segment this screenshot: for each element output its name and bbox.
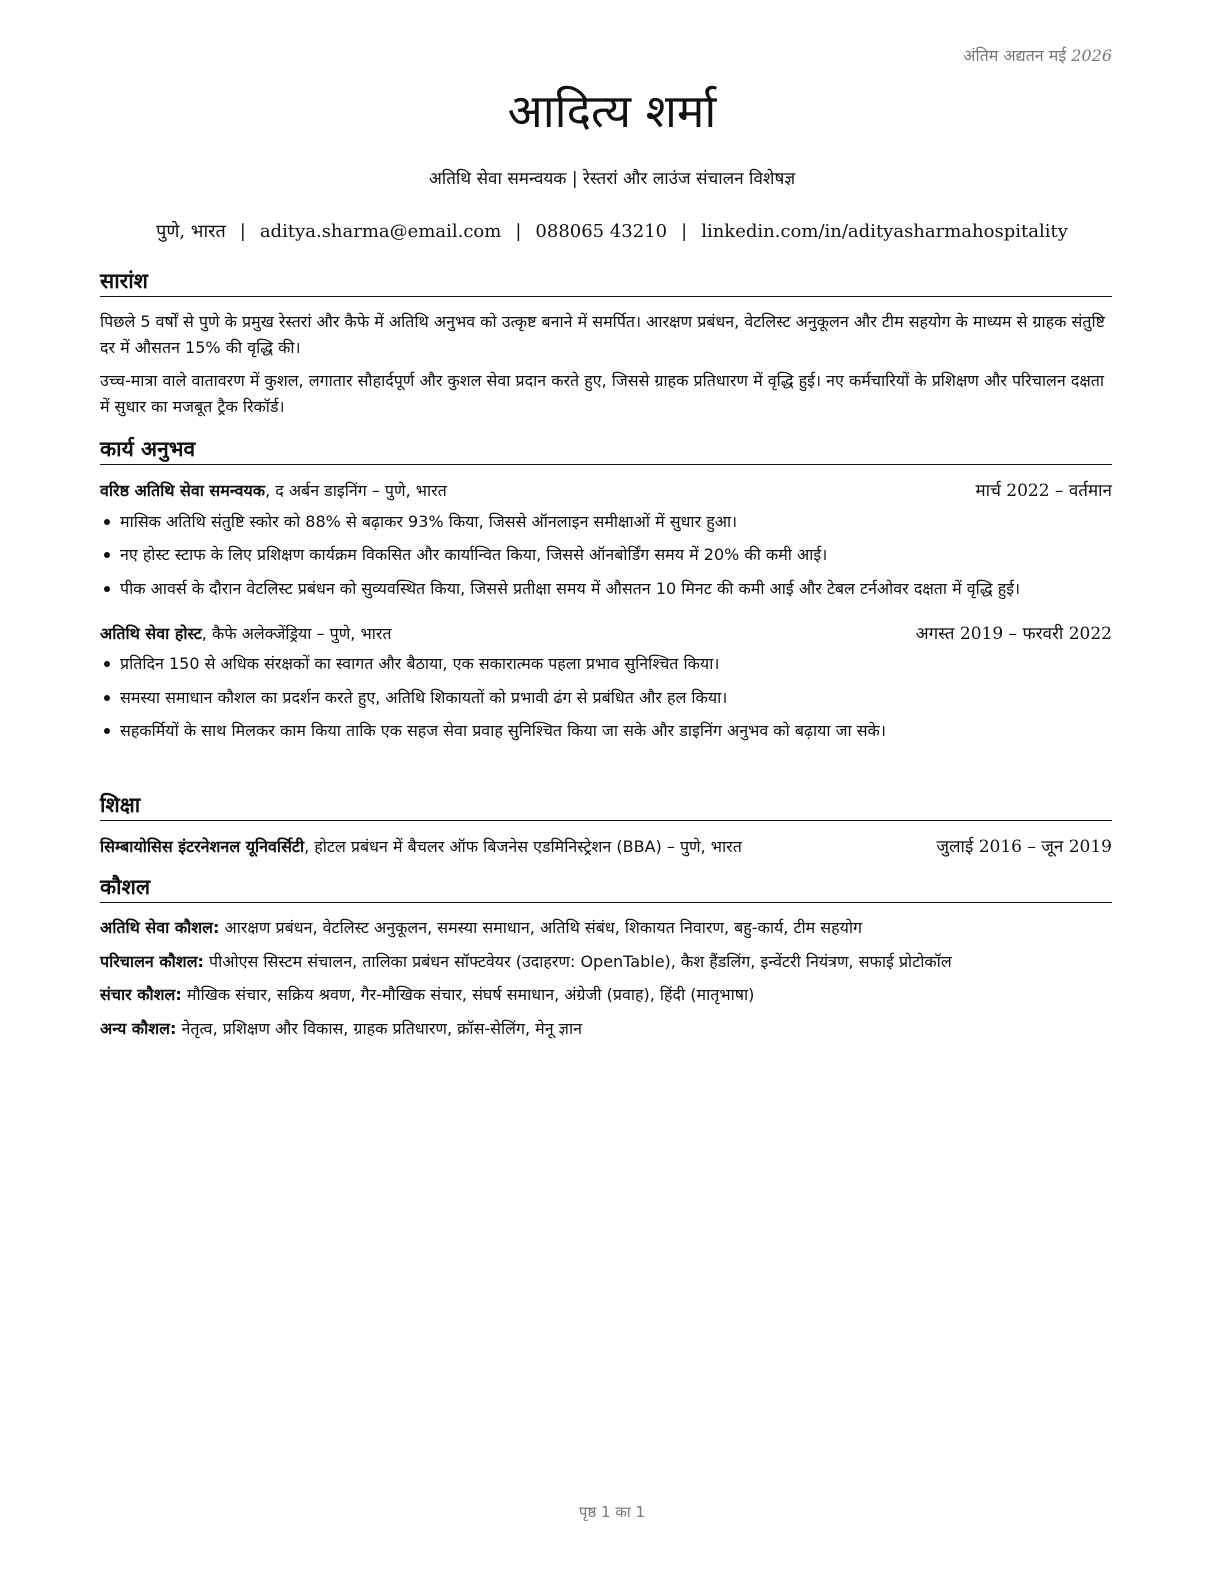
skill-row bbox=[100, 915, 1112, 941]
contact-location: पुणे, भारत bbox=[156, 221, 226, 242]
job-bullets bbox=[100, 651, 1112, 744]
contact-separator: | bbox=[515, 221, 522, 242]
job-bullet: समस्या समाधान कौशल का प्रदर्शन करते हुए, अतिथि शिकायतों को प्रभावी ढंग से प्रबंधित और हल किया। bbox=[100, 685, 1112, 711]
candidate-tagline: अतिथि सेवा समन्वयक | रेस्तरां और लाउंज संचालन विशेषज्ञ bbox=[428, 169, 796, 189]
skill-label: अन्य कौशल: bbox=[100, 1019, 177, 1039]
contact-separator: | bbox=[681, 221, 688, 242]
last-updated bbox=[963, 44, 1112, 66]
skill-label: परिचालन कौशल: bbox=[100, 951, 204, 971]
skill-row bbox=[100, 982, 1112, 1008]
contact-separator: | bbox=[239, 221, 246, 242]
job-dates: मार्च 2022 – वर्तमान bbox=[975, 481, 1112, 502]
summary-section bbox=[100, 268, 1112, 420]
job-title: वरिष्ठ अतिथि सेवा समन्वयक bbox=[100, 481, 266, 501]
last-updated-label: अंतिम अद्यतन मई bbox=[963, 46, 1067, 65]
skill-value: नेतृत्व, प्रशिक्षण और विकास, ग्राहक प्रतिधारण, क्रॉस-सेलिंग, मेनू ज्ञान bbox=[176, 1019, 582, 1039]
contact-phone[interactable]: 088065 43210 bbox=[535, 221, 668, 242]
job-bullet: मासिक अतिथि संतुष्टि स्कोर को 88% से बढ़ाकर 93% किया, जिससे ऑनलाइन समीक्षाओं में सुधार हुआ। bbox=[100, 509, 1112, 535]
job-bullet: सहकर्मियों के साथ मिलकर काम किया ताकि एक सहज सेवा प्रवाह सुनिश्चित किया जा सके और डाइनिंग अनुभव को बढ़ाया जा सके। bbox=[100, 718, 1112, 744]
education-section bbox=[100, 792, 1112, 861]
last-updated-year: 2026 bbox=[1071, 46, 1112, 65]
job-entry bbox=[100, 622, 1112, 744]
job-entry bbox=[100, 479, 1112, 601]
job-org: , द अर्बन डाइनिंग – पुणे, भारत bbox=[265, 481, 447, 501]
summary-heading: सारांश bbox=[100, 268, 1112, 297]
job-dates: अगस्त 2019 – फरवरी 2022 bbox=[915, 623, 1112, 644]
candidate-name: आदित्य शर्मा bbox=[507, 84, 717, 138]
summary-paragraph: उच्च-मात्रा वाले वातावरण में कुशल, लगातार सौहार्दपूर्ण और कुशल सेवा प्रदान करते हुए, जिससे ग्राहक प्रतिधारण में वृद्धि हुई। नए कर्मचारियों के प्रशिक्षण और परिचालन दक्षता में सुधार का मजबूत ट्रैक रिकॉर्ड। bbox=[100, 371, 1105, 417]
skill-value: आरक्षण प्रबंधन, वेटलिस्ट अनुकूलन, समस्या समाधान, अतिथि संबंध, शिकायत निवारण, बहु-कार्य, टीम सहयोग bbox=[219, 918, 863, 938]
job-bullets bbox=[100, 509, 1112, 602]
skill-label: अतिथि सेवा कौशल: bbox=[100, 918, 220, 938]
education-heading: शिक्षा bbox=[100, 792, 1112, 821]
contact-linkedin[interactable]: linkedin.com/in/adityasharmahospitality bbox=[701, 221, 1068, 242]
job-bullet: पीक आवर्स के दौरान वेटलिस्ट प्रबंधन को सुव्यवस्थित किया, जिससे प्रतीक्षा समय में औसतन 10 मिनट की कमी आई और टेबल टर्नओवर दक्षता में वृद्धि हुई। bbox=[100, 576, 1112, 602]
skill-label: संचार कौशल: bbox=[100, 985, 182, 1005]
experience-section bbox=[100, 436, 1112, 752]
summary-paragraph: पिछले 5 वर्षों से पुणे के प्रमुख रेस्तरां और कैफे में अतिथि अनुभव को उत्कृष्ट बनाने में समर्पित। आरक्षण प्रबंधन, वेटलिस्ट अनुकूलन और टीम सहयोग के माध्यम से ग्राहक संतुष्टि दर में औसतन 15% की वृद्धि की। bbox=[100, 312, 1105, 357]
skills-heading: कौशल bbox=[100, 874, 1112, 903]
education-entry bbox=[100, 835, 1112, 861]
skill-value: मौखिक संचार, सक्रिय श्रवण, गैर-मौखिक संचार, संघर्ष समाधान, अंग्रेजी (प्रवाह), हिंदी (मातृभाषा) bbox=[181, 985, 755, 1005]
skill-row bbox=[100, 949, 1112, 975]
job-title: अतिथि सेवा होस्ट bbox=[100, 623, 202, 643]
skills-section bbox=[100, 874, 1112, 1050]
skill-value: पीओएस सिस्टम संचालन, तालिका प्रबंधन सॉफ्टवेयर (उदाहरण: OpenTable), कैश हैंडलिंग, इन्वेंटरी नियंत्रण, सफाई प्रोटोकॉल bbox=[203, 951, 952, 971]
skill-row bbox=[100, 1016, 1112, 1042]
job-bullet: नए होस्ट स्टाफ के लिए प्रशिक्षण कार्यक्रम विकसित और कार्यान्वित किया, जिससे ऑनबोर्डिंग समय में 20% की कमी आई। bbox=[100, 542, 1112, 568]
job-header bbox=[100, 622, 1112, 648]
page-number: पृष्ठ 1 का 1 bbox=[578, 1503, 646, 1521]
education-dates: जुलाई 2016 – जून 2019 bbox=[936, 837, 1112, 858]
job-header bbox=[100, 479, 1112, 505]
contact-line bbox=[0, 219, 1224, 243]
experience-heading: कार्य अनुभव bbox=[100, 436, 1112, 465]
contact-email[interactable]: aditya.sharma@email.com bbox=[259, 221, 502, 242]
job-org: , कैफे अलेक्जेंड्रिया – पुणे, भारत bbox=[201, 623, 392, 643]
job-bullet: प्रतिदिन 150 से अधिक संरक्षकों का स्वागत और बैठाया, एक सकारात्मक पहला प्रभाव सुनिश्चित किया। bbox=[100, 651, 1112, 677]
education-degree: , होटल प्रबंधन में बैचलर ऑफ बिजनेस एडमिनिस्ट्रेशन (BBA) – पुणे, भारत bbox=[304, 837, 742, 857]
education-institution: सिम्बायोसिस इंटरनेशनल यूनिवर्सिटी bbox=[100, 837, 305, 857]
